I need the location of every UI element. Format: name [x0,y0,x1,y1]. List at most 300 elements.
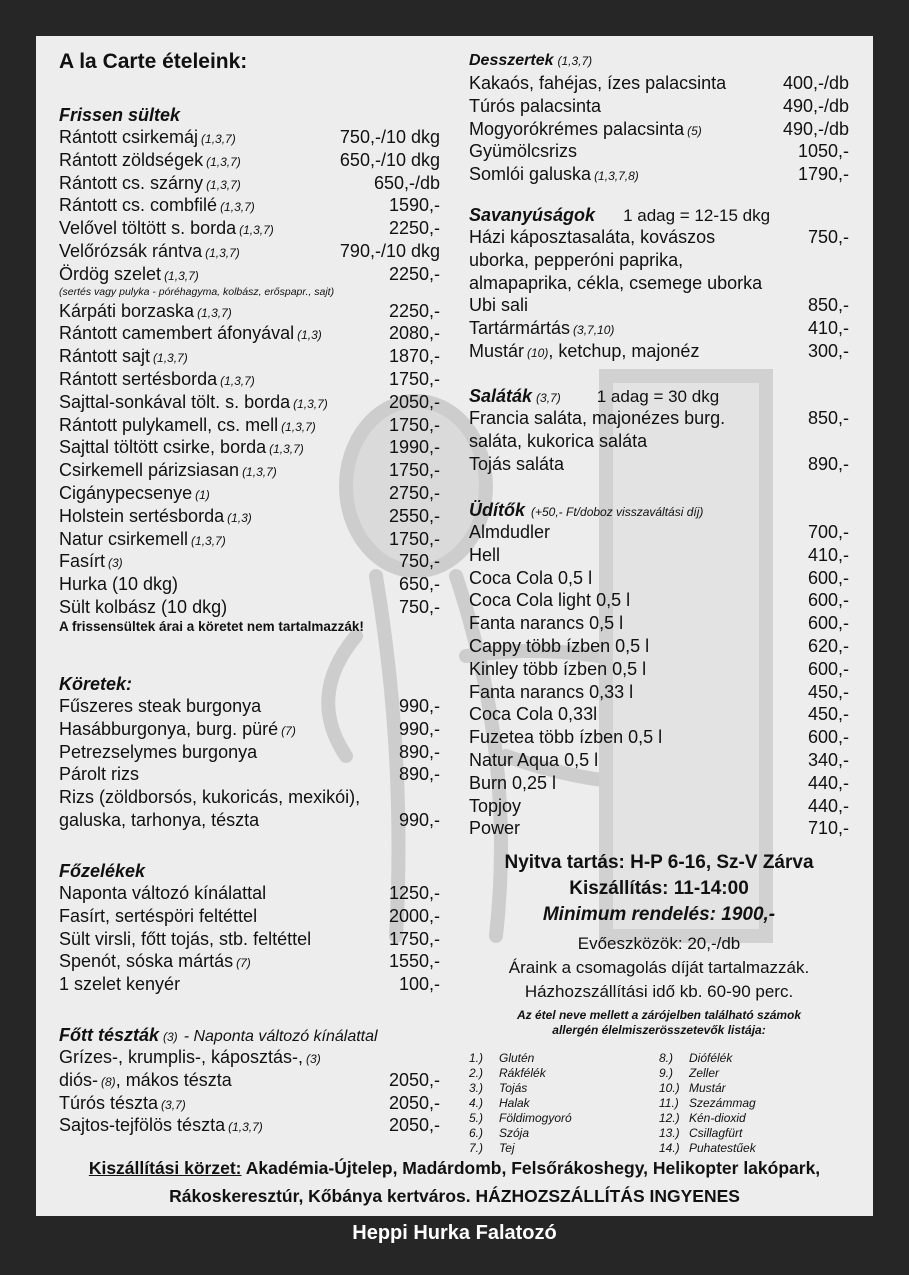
item-label [59,528,226,553]
item-price: 1590,- [388,195,440,216]
section-fozelekek [59,860,440,996]
menu-item [59,368,440,391]
item-price: 790,-/10 dkg [339,240,440,261]
section-title: Frissen sültek [59,105,181,125]
menu-item [59,172,440,195]
allergen-code: (7) [281,723,296,738]
allergen-code: (8) [101,1074,116,1089]
allergen-name: Halak [499,1096,530,1110]
allergen-code: (1,3,7) [164,268,199,283]
allergen-number: 1.) [469,1051,484,1065]
item-price: 990,- [398,696,440,716]
menu-item [59,1114,440,1137]
menu-item-text: uborka, pepperóni paprika, [469,249,684,270]
menu-item [59,126,440,149]
item-label [469,521,550,544]
item-price: 1750,- [388,368,440,389]
allergen-code: (10) [527,345,549,360]
item-name: Holstein sertésborda [59,505,225,526]
item-price: 650,-/10 dkg [339,149,440,170]
menu-item [469,407,849,430]
item-name: Sült virsli, főtt tojás, stb. feltéttel [59,928,312,949]
item-label [59,436,304,461]
menu-item [469,795,849,818]
allergen-name: Rákfélék [499,1066,546,1080]
allergen-item [659,1126,849,1141]
menu-item [469,340,849,363]
item-label [59,300,232,325]
allergen-name: Glutén [499,1051,535,1065]
allergen-column [659,1051,849,1156]
item-label [59,763,139,786]
section-frissen-sultek [59,104,440,637]
allergen-item [659,1111,849,1126]
menu-item [469,521,849,544]
item-price: 750,-/10 dkg [339,127,440,147]
section-title [59,1024,440,1046]
item-price: 1750,- [388,460,440,481]
item-price: 620,- [807,635,849,656]
item-label [469,703,597,726]
item-name: Topjoy [469,795,522,816]
item-price: 650,- [398,574,440,595]
allergen-number: 10.) [659,1081,680,1095]
menu-item [469,95,849,118]
menu-item [469,140,849,163]
info-block [469,850,849,1038]
item-price: 890,- [398,764,440,785]
allergen-item [469,1051,659,1066]
menu-item-text [59,1046,440,1069]
item-price: 2750,- [388,482,440,503]
menu-item [59,345,440,368]
item-label [59,1069,232,1094]
delivery-area [36,1154,873,1210]
item-name: Rántott csirkemáj [59,127,199,147]
allergen-code: (1,3,7) [242,465,277,480]
item-price: 1750,- [388,528,440,549]
item-label [59,263,199,288]
item-name: Coca Cola light 0,5 l [469,590,631,611]
allergen-code: (1,3,7) [153,351,188,366]
allergen-code: (3) [163,1030,178,1044]
item-price: 410,- [807,318,849,339]
item-name: galuska, tarhonya, tészta [59,809,260,830]
menu-item [469,567,849,590]
item-label [469,817,520,840]
item-name: Naponta változó kínálattal [59,883,267,903]
item-label [59,596,227,619]
item-name: Velővel töltött s. borda [59,218,237,239]
brand-name: Heppi Hurka Falatozó [352,1222,557,1244]
item-name: Fasírt [59,551,106,572]
menu-list [59,1069,440,1137]
item-label [59,149,241,174]
item-price: 2050,- [388,1115,440,1136]
item-name: Túrós tészta [59,1092,159,1113]
item-name: Cappy több ízben 0,5 l [469,635,650,656]
allergen-name: Tej [499,1141,515,1155]
item-label [59,573,178,596]
item-name: Fanta narancs 0,33 l [469,681,634,702]
allergen-code: (1,3,7) [269,442,304,457]
page-title: A la Carte ételeink: [59,50,248,73]
allergen-title: Az étel neve mellett a zárójelben található számok [516,1008,802,1022]
allergen-name: Zeller [689,1066,720,1080]
item-price: 2050,- [388,1092,440,1113]
allergen-item [469,1081,659,1096]
delivery-time: Házhozszállítási idő kb. 60-90 perc. [524,982,794,1001]
allergen-name: Szezámmag [689,1096,756,1110]
menu-list [469,72,849,186]
menu-item [59,950,440,973]
item-price: 1750,- [388,414,440,435]
menu-item-text: almapaprika, cékla, csemege uborka [469,272,763,293]
allergen-name: Szója [499,1126,530,1140]
item-price: 890,- [398,741,440,762]
menu-item [59,149,440,172]
section-title-text: Saláták [469,386,533,406]
item-price: 650,-/db [373,172,440,193]
item-name: Házi káposztasaláta, kovászos [469,227,716,247]
item-label [59,741,257,764]
allergen-number: 2.) [469,1066,484,1080]
item-name: Rántott sajt [59,346,151,367]
allergen-item [469,1126,659,1141]
item-name: Spenót, sóska mártás [59,951,234,972]
item-name: Hell [469,544,501,565]
allergen-code: (3) [108,556,123,571]
item-name: Rántott zöldségek [59,149,204,170]
section-title: Köretek: [59,674,133,694]
menu-item [59,300,440,323]
item-price: 2250,- [388,218,440,239]
allergen-number: 9.) [659,1066,674,1080]
opening-hours: Nyitva tartás: H-P 6-16, Sz-V Zárva [504,852,814,873]
item-label [59,391,328,416]
item-price: 1050,- [797,141,849,162]
item-price: 100,- [398,974,440,995]
menu-item [469,226,849,249]
section-fott-tesztak [59,1024,440,1137]
menu-item [59,459,440,482]
allergen-item [659,1066,849,1081]
item-name: Fűszeres steak burgonya [59,696,262,716]
item-price: 710,- [807,818,849,839]
menu-item [59,194,440,217]
item-name: Kakaós, fahéjas, ízes palacsinta [469,73,727,93]
menu-list [59,126,440,286]
item-price: 600,- [807,727,849,748]
menu-item [469,749,849,772]
item-name: Francia saláta, majonézes burg. [469,408,726,428]
menu-item [59,695,440,718]
allergen-code: (3,7,10) [573,323,615,338]
item-name: Grízes-, krumplis-, káposztás-, [59,1047,304,1067]
item-name: Coca Cola 0,33l [469,704,598,725]
item-price: 440,- [807,795,849,816]
allergen-code: (1,3,7) [239,223,274,238]
menu-item [59,928,440,951]
item-label [469,589,630,612]
section-title-text: Főtt tészták [59,1025,160,1045]
item-price: 450,- [807,704,849,725]
menu-item [469,589,849,612]
item-name-rest: , mákos tészta [115,1069,232,1090]
menu-item [59,573,440,596]
menu-item [469,726,849,749]
section-salatak [469,385,849,475]
item-price: 1790,- [797,164,849,185]
allergen-title: allergén élelmiszerösszetevők listája: [552,1023,766,1037]
allergen-code: (3,7) [161,1097,186,1112]
menu-item [469,658,849,681]
allergen-code: (1,3) [227,510,252,525]
item-name: Mustár [469,340,525,361]
menu-item [59,240,440,263]
item-price: 340,- [807,749,849,770]
item-price: 2250,- [388,300,440,321]
allergen-item [659,1096,849,1111]
menu-item [59,741,440,764]
item-price: 300,- [807,340,849,361]
item-label [59,322,322,347]
item-price: 600,- [807,567,849,588]
menu-item [59,596,440,619]
item-name: Sült kolbász (10 dkg) [59,596,228,617]
menu-item [59,322,440,345]
item-price: 410,- [807,544,849,565]
item-price: 750,- [398,551,440,572]
menu-item [469,118,849,141]
item-name: Natur csirkemell [59,528,189,549]
item-price: 490,-/db [782,118,849,139]
allergen-code: (1,3,7) [220,373,255,388]
allergen-code: (3,7) [536,391,561,405]
item-name: Power [469,818,521,839]
menu-item [469,817,849,840]
item-label [59,172,241,197]
menu-item [59,482,440,505]
item-name: Hurka (10 dkg) [59,574,179,595]
item-label [59,368,255,393]
menu-list [469,294,849,340]
allergen-name: Diófélék [689,1051,733,1065]
item-price: 990,- [398,718,440,739]
item-name: Túrós palacsinta [469,95,602,116]
item-price: 490,-/db [782,95,849,116]
allergen-number: 3.) [469,1081,484,1095]
dish-note: (sertés vagy pulyka - póréhagyma, kolbász, erőspapr., sajt) [59,285,335,298]
item-price: 890,- [807,453,849,474]
item-price: 2080,- [388,323,440,344]
minimum-order: Minimum rendelés: 1900,- [542,904,776,925]
item-name: Rántott cs. szárny [59,172,204,193]
item-name: Somlói galuska [469,164,592,185]
menu-item [59,217,440,240]
allergen-code: (1,3,7) [228,1120,263,1135]
item-label [59,718,296,743]
item-name: Mogyorókrémes palacsinta [469,118,685,139]
delivery-area-label: Kiszállítási körzet: [88,1158,242,1178]
item-name: Hasábburgonya, burg. püré [59,718,279,739]
footnote: A frissensültek árai a köretet nem tartalmazzák! [59,618,364,634]
menu-item [59,391,440,414]
item-name: Natur Aqua 0,5 l [469,749,599,770]
section-note: (+50,- Ft/doboz visszaváltási díj) [531,505,704,519]
allergen-code: (1) [195,487,210,502]
item-price: 750,- [398,596,440,617]
allergen-code: (1,3,7) [281,419,316,434]
item-price: 850,- [807,408,849,428]
item-name: Tartármártás [469,318,571,339]
item-label [59,695,261,718]
allergen-item [469,1096,659,1111]
item-label [469,795,521,818]
section-note: - Naponta változó kínálattal [183,1028,378,1045]
allergen-code: (1,3) [297,328,322,343]
menu-item [59,436,440,459]
menu-item [59,1092,440,1115]
item-label [59,217,274,242]
item-label [469,294,528,317]
section-title-text: Desszertek [469,52,554,69]
allergen-item [659,1051,849,1066]
item-name: Burn 0,25 l [469,772,557,793]
item-name: diós- [59,1069,99,1090]
allergen-code: (1,3,7) [206,177,241,192]
allergen-list [469,1051,849,1156]
menu-item [59,550,440,573]
menu-item [59,1069,440,1092]
delivery-area-text: Akadémia-Újtelep, Madárdomb, Felsőrákoshegy, Helikopter lakópark, [245,1158,821,1178]
item-name: Coca Cola 0,5 l [469,567,593,588]
item-label [59,240,240,265]
item-price: 400,-/db [782,73,849,93]
allergen-column [469,1051,659,1156]
menu-list [59,882,440,996]
item-price: 1550,- [388,951,440,972]
item-label [59,905,257,928]
item-label [469,140,577,163]
menu-list [469,453,849,476]
item-name: Kárpáti borzaska [59,300,195,321]
item-label [469,749,598,772]
allergen-number: 5.) [469,1111,484,1125]
item-label [469,567,592,590]
item-name: Ördög szelet [59,263,162,284]
menu-item [59,263,440,286]
allergen-name: Mustár [689,1081,726,1095]
item-label [469,163,639,188]
section-title [469,50,849,72]
allergen-code: (3) [306,1052,321,1066]
menu-list [469,521,849,840]
cutlery-price: Evőeszközök: 20,-/db [577,934,741,953]
item-label [469,635,649,658]
portion-size: 1 adag = 12-15 dkg [623,206,771,225]
item-label [59,928,311,951]
item-label [59,345,188,370]
menu-item [59,505,440,528]
menu-item [59,973,440,996]
allergen-number: 13.) [659,1126,680,1140]
item-label [469,95,601,118]
item-name: Sajttal töltött csirke, borda [59,437,267,458]
allergen-number: 6.) [469,1126,484,1140]
allergen-code: (1,3,7) [201,132,236,146]
item-label [469,544,500,567]
menu-list [59,695,440,786]
item-price: 600,- [807,590,849,611]
section-title: Főzelékek [59,861,146,881]
allergen-name: Kén-dioxid [689,1111,746,1125]
menu-item [469,703,849,726]
allergen-name: Puhatestűek [689,1141,756,1155]
item-name: Almdudler [469,522,551,542]
allergen-code: (1,3,7) [557,54,593,68]
item-name: Párolt rizs [59,764,140,785]
item-name: Kinley több ízben 0,5 l [469,658,647,679]
item-price: 2050,- [388,1069,440,1090]
allergen-code: (7) [236,956,251,971]
allergen-item [659,1081,849,1096]
menu-item [469,612,849,635]
item-label [469,317,614,342]
section-title [469,385,849,407]
item-label [59,482,210,507]
allergen-code: (1,3,7) [205,245,240,260]
menu-item [469,635,849,658]
item-label [469,681,633,704]
item-price: 750,- [807,227,849,247]
item-name: Rántott camembert áfonyával [59,323,295,344]
item-price: 1250,- [388,883,440,903]
section-koretek [59,673,440,832]
item-name: Fasírt, sertéspöri feltéttel [59,905,258,926]
item-price: 600,- [807,658,849,679]
item-label [59,459,277,484]
item-price: 2000,- [388,905,440,926]
allergen-code: (1,3,7) [197,305,232,320]
item-price: 450,- [807,681,849,702]
item-price: 700,- [807,522,849,542]
allergen-code: (1,3,7,8) [594,169,639,184]
section-title-text: Savanyúságok [469,205,596,225]
allergen-name: Csillagfürt [689,1126,743,1140]
allergen-number: 14.) [659,1141,680,1155]
allergen-code: (1,3,7) [293,396,328,411]
section-desszertek [469,50,849,186]
menu-sheet [36,36,873,1216]
allergen-item [469,1111,659,1126]
item-price: 440,- [807,772,849,793]
allergen-name: Tojás [499,1081,528,1095]
item-label [59,1092,186,1117]
item-name: Sajtos-tejfölös tészta [59,1115,226,1136]
menu-item [469,681,849,704]
menu-item [59,809,440,832]
menu-item-text: Rizs (zöldborsós, kukoricás, mexikói), [59,787,361,808]
menu-item [469,163,849,186]
item-name: Fuzetea több ízben 0,5 l [469,727,663,748]
menu-item [469,453,849,476]
portion-size: 1 adag = 30 dkg [596,387,720,406]
item-label [59,1114,263,1139]
menu-item [59,718,440,741]
section-uditok [469,499,849,840]
item-label [59,550,123,575]
